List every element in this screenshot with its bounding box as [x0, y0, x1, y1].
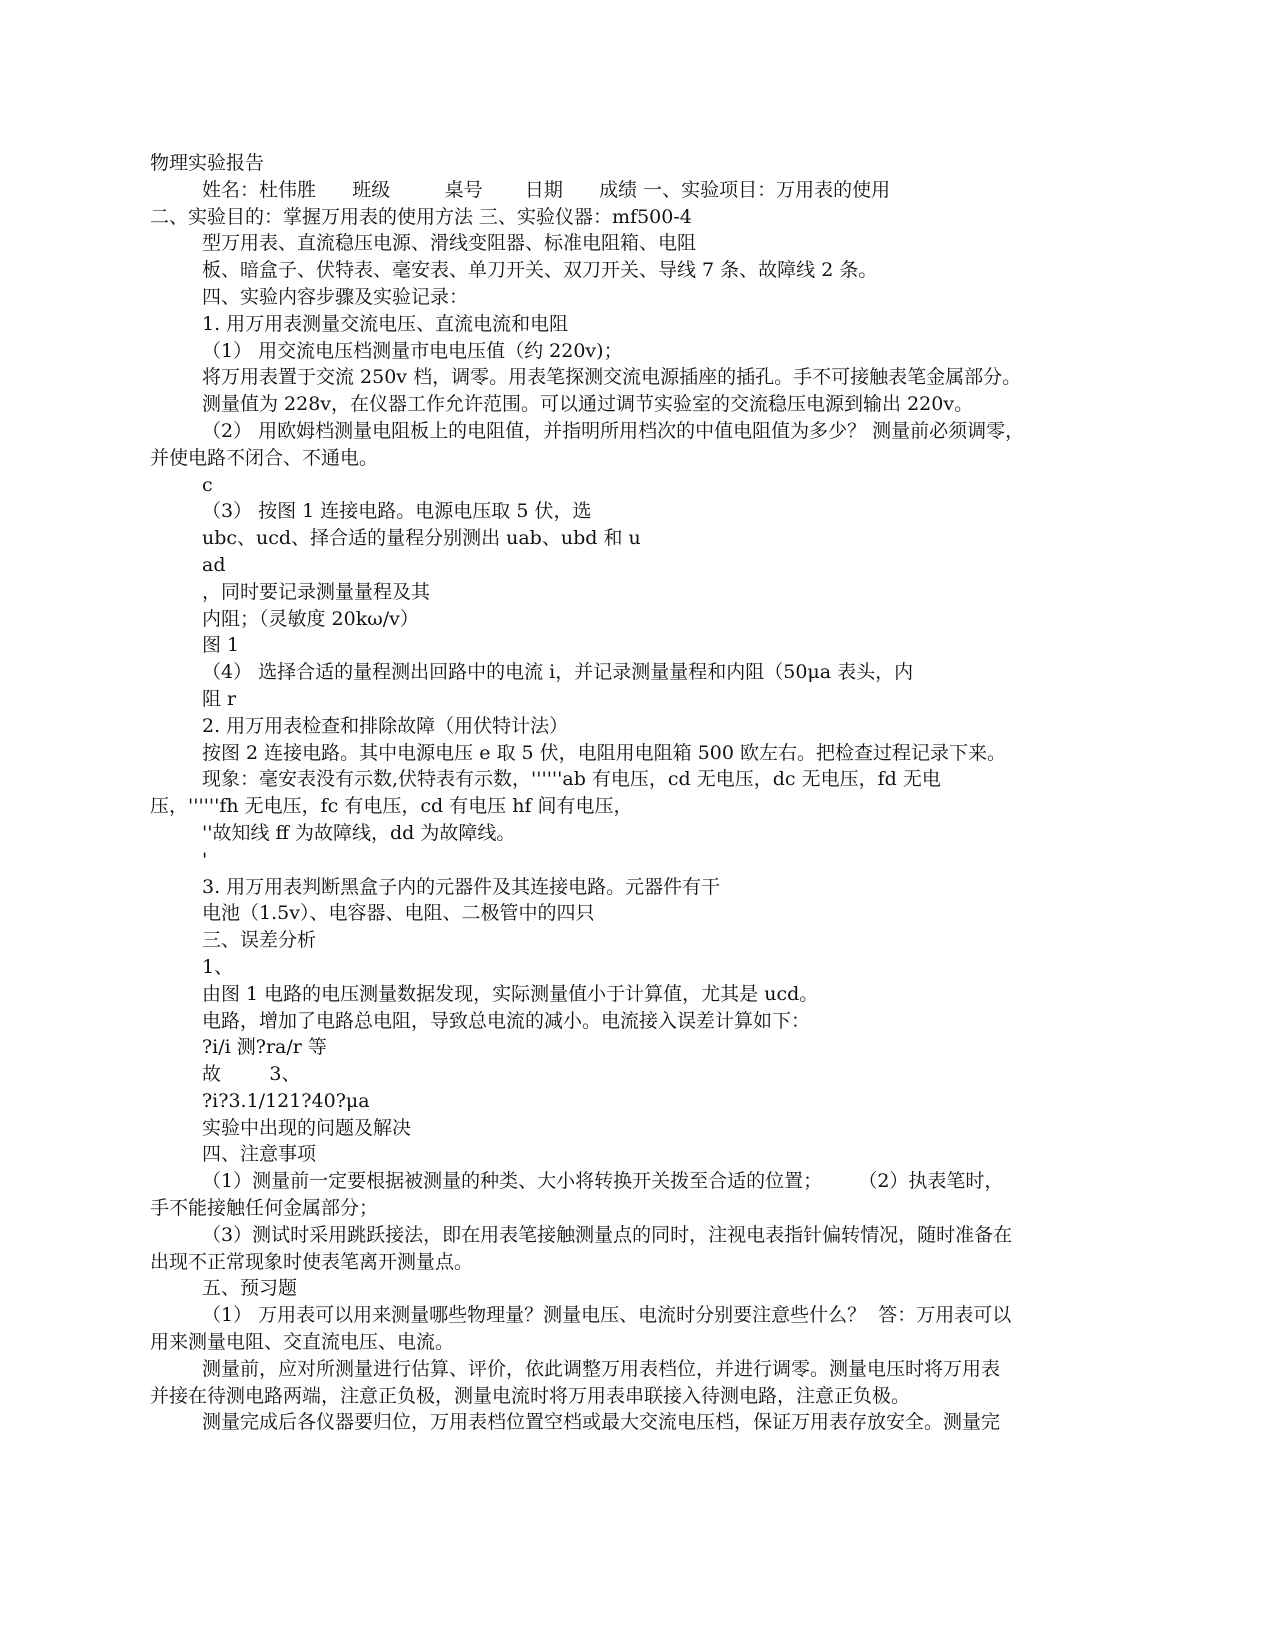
text-line: 1. 用万用表测量交流电压、直流电流和电阻	[202, 312, 569, 335]
text-line: （3） 按图 1 连接电路。电源电压取 5 伏，选	[202, 500, 592, 523]
text-line: 测量完成后各仪器要归位，万用表档位置空档或最大交流电压档，保证万用表存放安全。测量完	[202, 1411, 1001, 1434]
text-line: 由图 1 电路的电压测量数据发现，实际测量值小于计算值，尤其是 ucd。	[202, 982, 819, 1005]
text-line: 故 3、	[202, 1063, 301, 1086]
text-line: c	[202, 473, 213, 496]
text-line: 手不能接触任何金属部分；	[150, 1197, 379, 1220]
text-line: 按图 2 连接电路。其中电源电压 e 取 5 伏，电阻用电阻箱 500 欧左右。把检查过程记录下来。	[202, 741, 1007, 764]
text-line: 内阻；（灵敏度 20kω/v）	[202, 607, 419, 630]
text-line: 2. 用万用表检查和排除故障（用伏特计法）	[202, 714, 569, 737]
text-line: 用来测量电阻、交直流电压、电流。	[150, 1331, 455, 1354]
text-line: （1） 万用表可以用来测量哪些物理量？测量电压、电流时分别要注意些什么？ 答：万用表可以	[202, 1304, 1012, 1327]
text-line: ubc、ucd、择合适的量程分别测出 uab、ubd 和 u	[202, 527, 641, 550]
text-line: 实验中出现的问题及解决	[202, 1116, 412, 1139]
text-line: ?i/i 测?ra/r 等	[202, 1036, 327, 1059]
text-line: 并使电路不闭合、不通电。	[150, 446, 379, 469]
section-heading: 三、误差分析	[202, 929, 317, 952]
text-line: 现象：毫安表没有示数,伏特表有示数，''''''ab 有电压，cd 无电压，dc 无电压，fd 无电	[202, 768, 941, 791]
text-line: （4） 选择合适的量程测出回路中的电流 i，并记录测量量程和内阻（50μa 表头，内	[202, 661, 914, 684]
text-line: 1、	[202, 955, 234, 978]
text-line: （2） 用欧姆档测量电阻板上的电阻值，并指明所用档次的中值电阻值为多少？ 测量前必须调零，	[202, 419, 1025, 442]
text-line: 压，''''''fh 无电压，fc 有电压，cd 有电压 hf 间有电压，	[150, 795, 633, 818]
text-line: 电池（1.5v）、电容器、电阻、二极管中的四只	[202, 902, 595, 925]
text-line: （1） 用交流电压档测量市电电压值（约 220v)；	[202, 339, 623, 362]
section-heading: 五、预习题	[202, 1277, 298, 1300]
text-line: 电路，增加了电路总电阻，导致总电流的减小。电流接入误差计算如下：	[202, 1009, 811, 1032]
section-heading: 四、实验内容步骤及实验记录：	[202, 285, 469, 308]
text-line: 出现不正常现象时使表笔离开测量点。	[150, 1250, 474, 1273]
text-line: 将万用表置于交流 250v 档，调零。用表笔探测交流电源插座的插孔。手不可接触表笔金属部分。	[202, 366, 1022, 389]
document-page	[150, 150, 1140, 1436]
text-line: 测量值为 228v，在仪器工作允许范围。可以通过调节实验室的交流稳压电源到输出 220v。	[202, 393, 974, 416]
document-title: 物理实验报告	[150, 152, 265, 174]
text-line: 测量前，应对所测量进行估算、评价，依此调整万用表档位，并进行调零。测量电压时将万用表	[202, 1357, 1001, 1380]
text-line: ?i?3.1/121?40?μa	[202, 1089, 370, 1112]
text-line: 姓名：杜伟胜 班级 桌号 日期 成绩 一、实验项目：万用表的使用	[202, 178, 891, 201]
text-line: 板、暗盒子、伏特表、毫安表、单刀开关、双刀开关、导线 7 条、故障线 2 条。	[202, 259, 878, 282]
text-line: ，同时要记录测量量程及其	[202, 580, 431, 603]
text-line: ''故知线 ff 为故障线，dd 为故障线。	[202, 821, 516, 844]
text-line: ad	[202, 553, 226, 576]
text-line: （3）测试时采用跳跃接法，即在用表笔接触测量点的同时，注视电表指针偏转情况，随时准备在	[202, 1223, 1013, 1246]
text-line: （1）测量前一定要根据被测量的种类、大小将转换开关拨至合适的位置； （2）执表笔时，	[202, 1170, 1004, 1193]
text-line: 型万用表、直流稳压电源、滑线变阻器、标准电阻箱、电阻	[202, 232, 697, 255]
text-line: 二、实验目的：掌握万用表的使用方法 三、实验仪器：mf500-4	[150, 205, 692, 228]
figure-label: 图 1	[202, 634, 240, 657]
text-line: 3. 用万用表判断黑盒子内的元器件及其连接电路。元器件有干	[202, 875, 721, 898]
text-line: '	[202, 848, 208, 871]
section-heading: 四、注意事项	[202, 1143, 317, 1166]
text-line: 并接在待测电路两端，注意正负极，测量电流时将万用表串联接入待测电路，注意正负极。	[150, 1384, 911, 1407]
text-line: 阻 r	[202, 687, 237, 710]
